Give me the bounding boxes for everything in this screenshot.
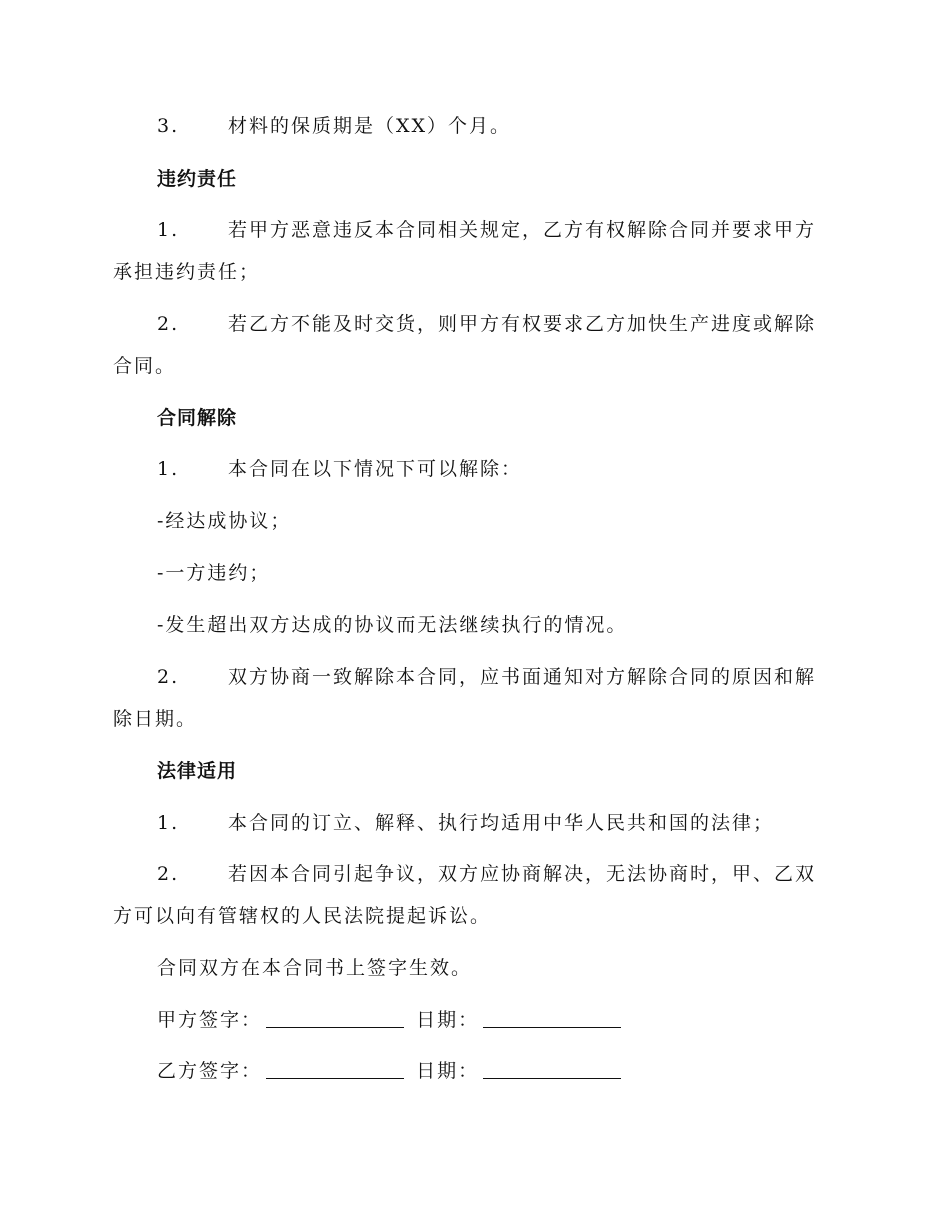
section-heading-law: 法律适用 (157, 760, 238, 782)
signature-blank[interactable] (266, 1009, 404, 1028)
termination-condition: -发生超出双方达成的协议而无法继续执行的情况。 (157, 614, 628, 636)
section-heading-termination: 合同解除 (157, 407, 238, 429)
termination-item-2-continuation: 除日期。 (113, 708, 198, 730)
date-blank[interactable] (483, 1009, 621, 1028)
signature-blank[interactable] (266, 1060, 404, 1079)
clause-number: 2. (157, 863, 180, 885)
termination-condition: -经达成协议； (157, 510, 292, 532)
signature-label: 甲方签字： (157, 1009, 263, 1031)
clause-text: 双方协商一致解除本合同，应书面通知对方解除合同的原因和解 (228, 666, 817, 688)
clause-number: 2. (157, 313, 180, 335)
clause-text: 本合同的订立、解释、执行均适用中华人民共和国的法律； (228, 812, 775, 834)
breach-item-2-continuation: 合同。 (113, 355, 177, 377)
signature-row-party-b (157, 1049, 625, 1093)
clause-text: 本合同在以下情况下可以解除： (228, 458, 523, 480)
clause-number: 3. (157, 115, 180, 137)
signature-label: 乙方签字： (157, 1060, 263, 1082)
clause-text: 若甲方恶意违反本合同相关规定，乙方有权解除合同并要求甲方 (228, 219, 817, 241)
law-item-2-continuation: 方可以向有管辖权的人民法院提起诉讼。 (113, 905, 492, 927)
signature-row-party-a (157, 998, 625, 1042)
clause-text: 若因本合同引起争议，双方应协商解决，无法协商时，甲、乙双 (228, 863, 817, 885)
date-label: 日期： (416, 1009, 480, 1031)
effect-statement: 合同双方在本合同书上签字生效。 (157, 957, 473, 979)
breach-item-1-continuation: 承担违约责任； (113, 261, 261, 283)
clause-text: 材料的保质期是（XX）个月。 (228, 115, 512, 137)
termination-condition: -一方违约； (157, 562, 271, 584)
clause-number: 1. (157, 219, 180, 241)
clause-number: 1. (157, 812, 180, 834)
section-heading-breach: 违约责任 (157, 168, 238, 190)
date-label: 日期： (416, 1060, 480, 1082)
date-blank[interactable] (483, 1060, 621, 1079)
clause-number: 2. (157, 666, 180, 688)
clause-text: 若乙方不能及时交货，则甲方有权要求乙方加快生产进度或解除 (228, 313, 817, 335)
clause-number: 1. (157, 458, 180, 480)
